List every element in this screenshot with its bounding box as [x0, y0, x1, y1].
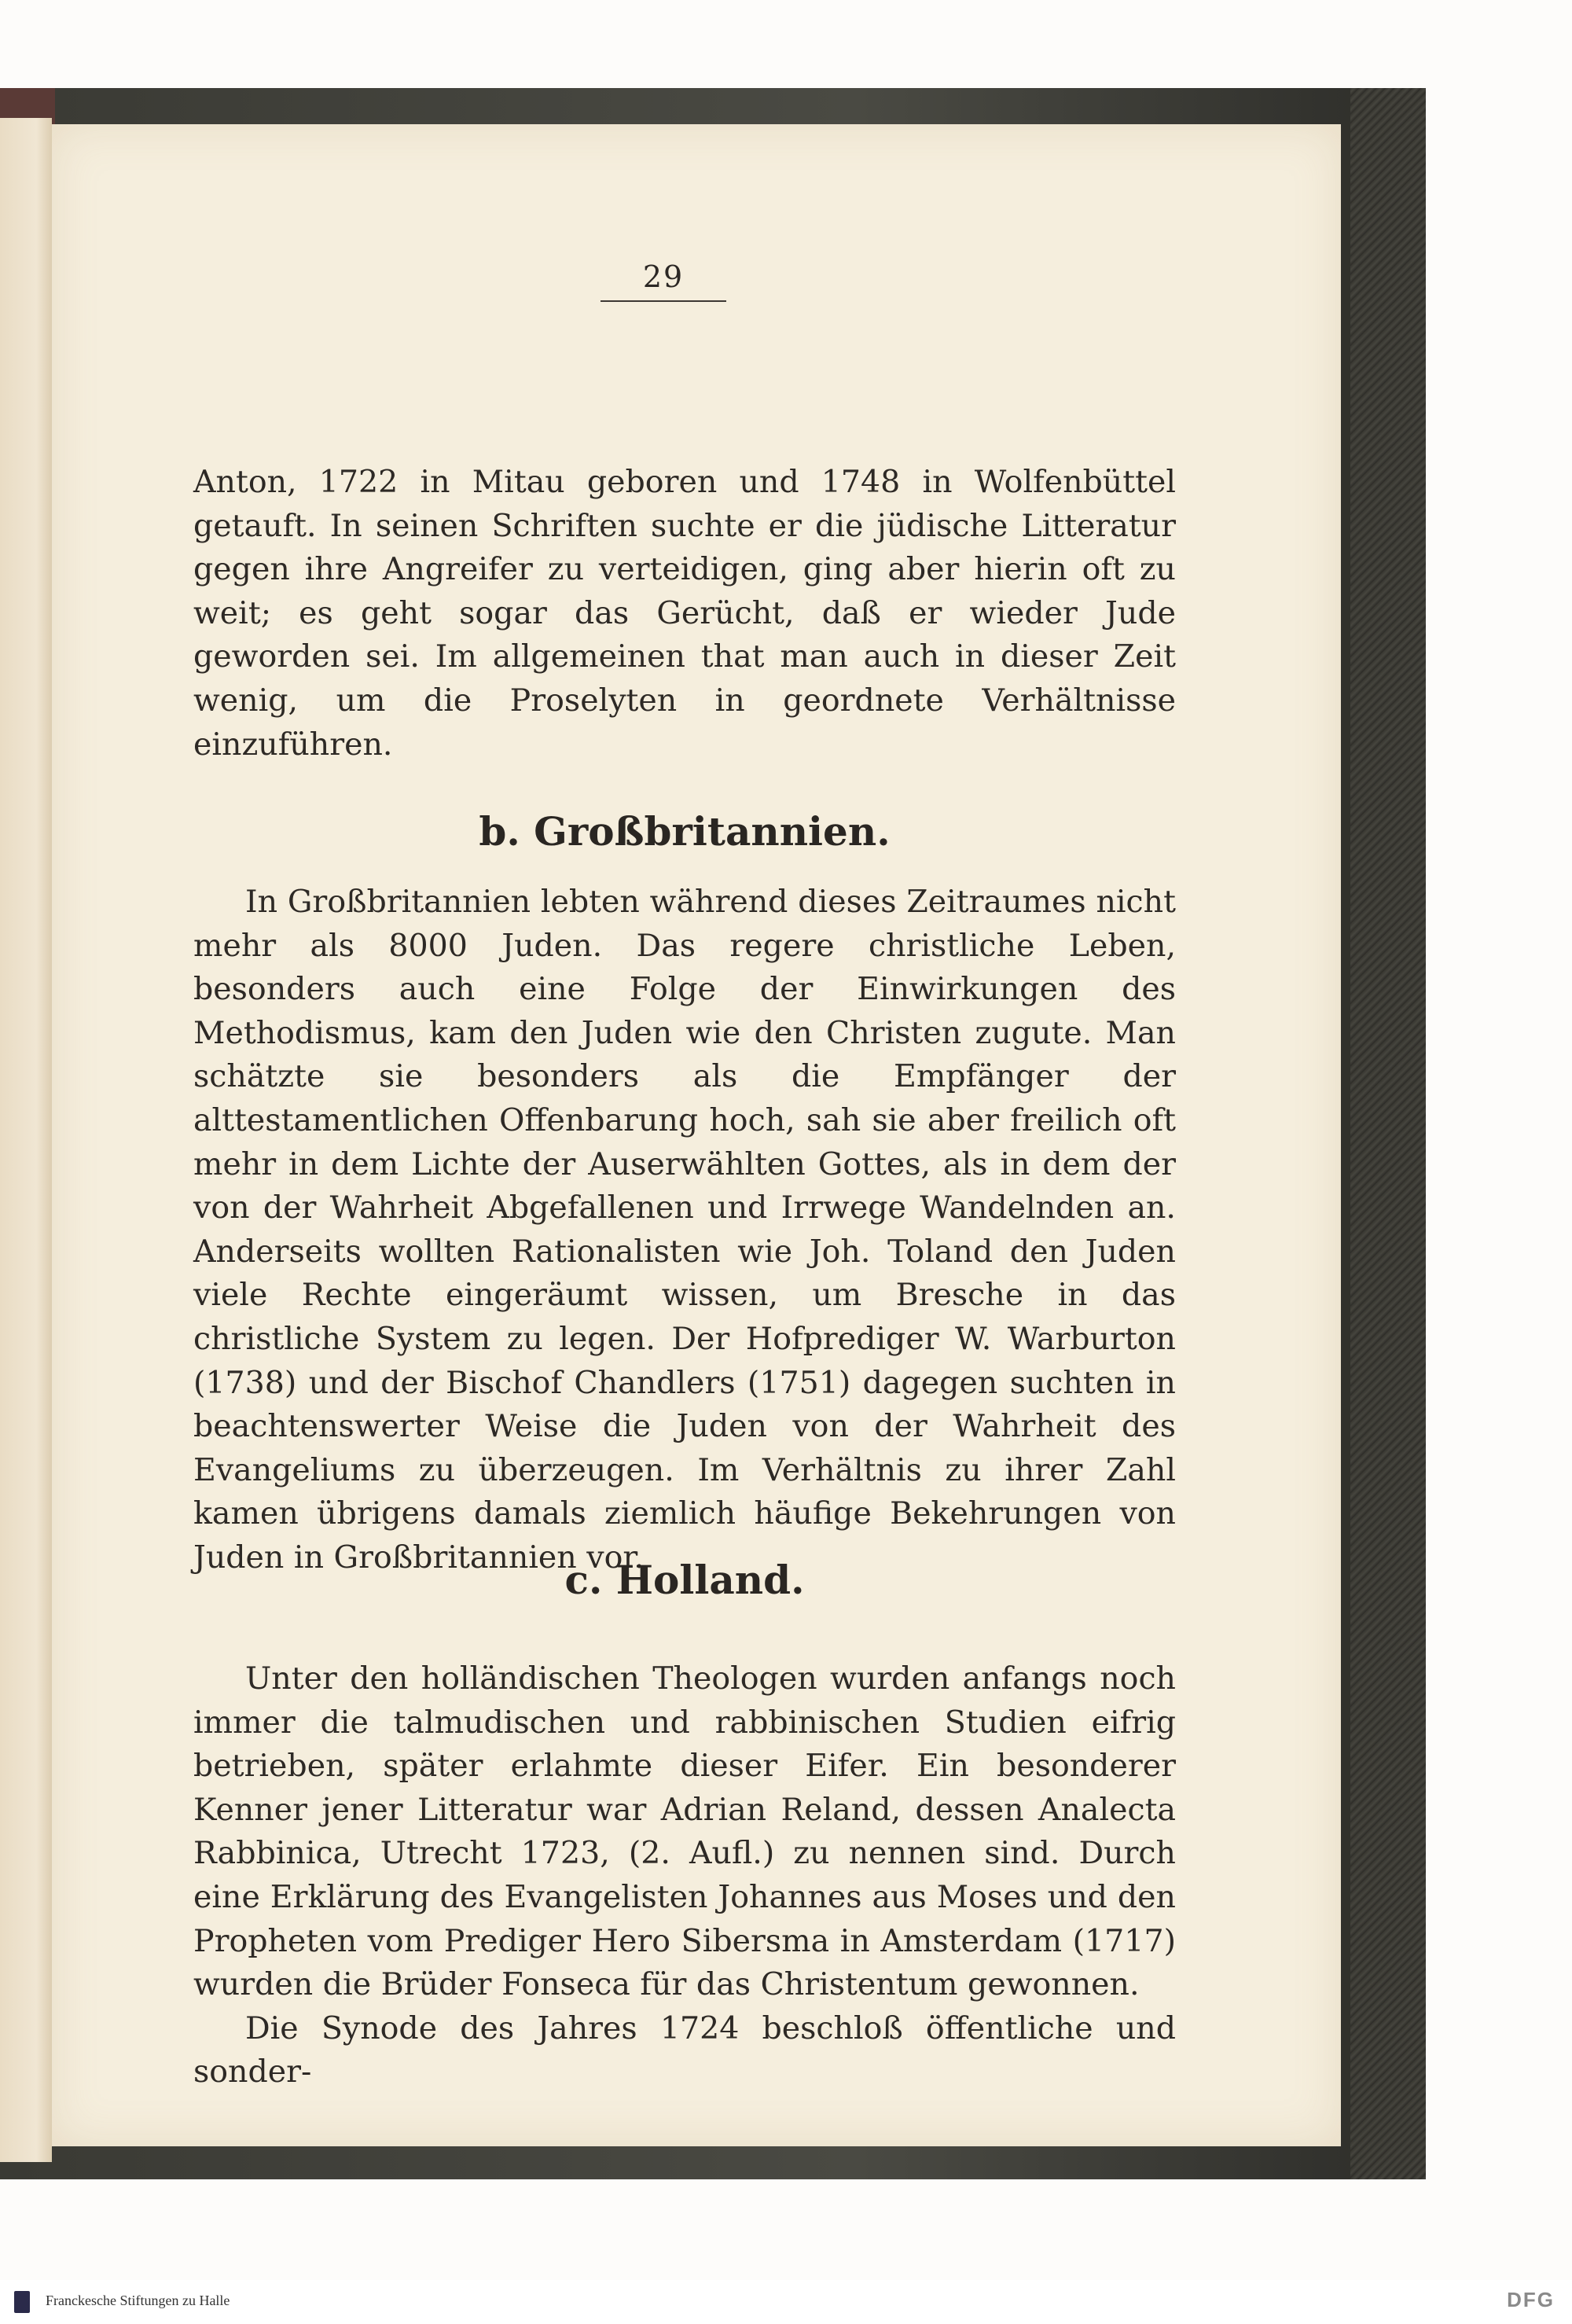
page-number: 29	[642, 259, 685, 294]
paragraph: Die Synode des Jahres 1724 beschloß öffentliche und sonder-	[193, 2010, 1176, 2090]
page-number-rule	[601, 300, 726, 302]
institution-logo-icon	[14, 2291, 30, 2313]
previous-page-edge	[0, 118, 52, 2162]
section-text-grossbritannien	[193, 881, 1176, 1580]
intro-text-block	[193, 461, 1176, 767]
section-text-holland	[193, 1657, 1176, 2094]
book-page	[52, 124, 1341, 2146]
paragraph: In Großbritannien lebten während dieses Zeitraumes nicht mehr als 8000 Juden. Das regere christliche Leben, besonders auch eine Folge der Einwirkungen des Methodismus, kam den Juden wie den Christen zugute. Man schätzte sie besonders als die Empfänger der alttestamentlichen Offenbarung hoch, sah sie aber freilich oft mehr in dem Lichte der Auserwählten Gottes, als in dem der von der Wahrheit Abgefallenen und Irrwege Wandelnden an. Anderseits wollten Rationalisten wie Joh. Toland den Juden viele Rechte eingeräumt wissen, um Bresche in das christliche System zu legen. Der Hofprediger W. Warburton (1738) und der Bischof Chandlers (1751) dagegen suchten in beachtenswerter Weise die Juden von der Wahrheit des Evangeliums zu überzeugen. Im Verhältnis zu ihrer Zahl kamen übrigens damals ziemlich häufige Bekehrungen von Juden in Großbritannien vor.	[193, 884, 1176, 1576]
paragraph: Unter den holländischen Theologen wurden anfangs noch immer die talmudischen und rabbinischen Studien eifrig betrieben, später erlahmte dieser Eifer. Ein besonderer Kenner jener Litteratur war Adrian Reland, dessen Analecta Rabbinica, Utrecht 1723, (2. Aufl.) zu nennen sind. Durch eine Erklärung des Evangelisten Johannes aus Moses und den Propheten vom Prediger Hero Sibersma in Amsterdam (1717) wurden die Brüder Fonseca für das Christentum gewonnen.	[193, 1660, 1176, 2003]
intro-paragraph: Anton, 1722 in Mitau geboren und 1748 in Wolfenbüttel getauft. In seinen Schriften suchte er die jüdische Litteratur gegen ihre Angreifer zu verteidigen, ging aber hierin oft zu weit; es geht sogar das Gerücht, daß er wieder Jude geworden sei. Im allgemeinen that man auch in dieser Zeit wenig, um die Proselyten in geordnete Verhältnisse einzuführen.	[193, 464, 1176, 763]
section-heading-holland: c. Holland.	[564, 1557, 805, 1603]
viewer-footer	[0, 2280, 1572, 2324]
dfg-logo: DFG	[1507, 2288, 1555, 2311]
section-heading-grossbritannien: b. Großbritannien.	[479, 808, 891, 855]
institution-name: Franckesche Stiftungen zu Halle	[46, 2293, 230, 2308]
book-cover-edge	[1350, 88, 1426, 2179]
